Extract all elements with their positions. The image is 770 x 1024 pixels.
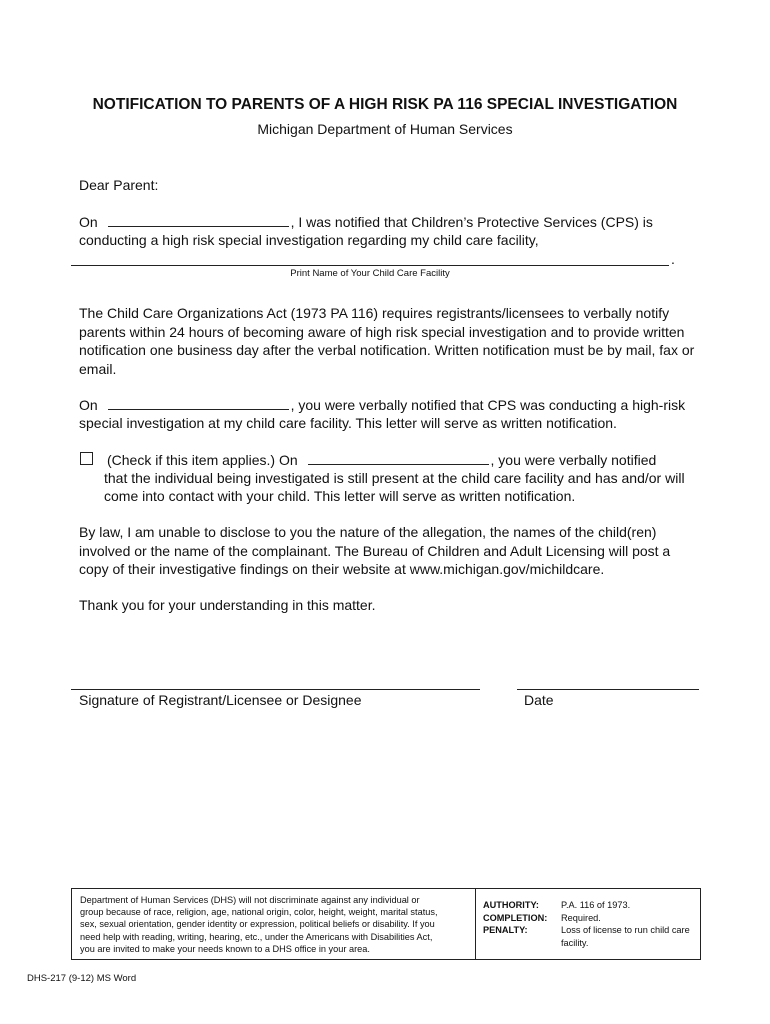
notice-line: Department of Human Services (DHS) will not discriminate against any individual or <box>80 895 420 905</box>
authority-value: P.A. 116 of 1973. <box>561 900 631 910</box>
signature-label: Signature of Registrant/Licensee or Designee <box>79 692 362 708</box>
form-id: DHS-217 (9-12) MS Word <box>27 973 137 984</box>
facility-period: . <box>671 251 675 267</box>
facility-name-field[interactable] <box>71 265 669 266</box>
penalty-row <box>483 924 696 949</box>
law-line: involved or the name of the complainant. The Bureau of Children and Adult Licensing will post a <box>79 542 671 559</box>
penalty-value: Loss of license to run child care facility. <box>561 925 690 948</box>
notified-text: , I was notified that Children’s Protective Services (CPS) is <box>290 214 653 230</box>
check-item-line-2: that the individual being investigated is still present at the child care facility and has and/or will <box>104 470 685 486</box>
completion-value: Required. <box>561 912 601 923</box>
notified-date-line <box>79 212 653 232</box>
penalty-label: PENALTY: <box>483 925 528 935</box>
authority-label: AUTHORITY: <box>483 900 539 910</box>
notified-date-field[interactable] <box>108 212 289 227</box>
completion-row <box>483 912 696 925</box>
notice-line: group because of race, religion, age, national origin, color, height, weight, marital status, <box>80 907 438 918</box>
check-item-line <box>107 450 656 470</box>
check-item-line-3: come into contact with your child. This letter will serve as written notification. <box>104 488 576 504</box>
law-line: By law, I am unable to disclose to you the nature of the allegation, the names of the child(ren) <box>79 524 657 540</box>
notice-line: need help with reading, writing, hearing, etc., under the Americans with Disabilities Act, <box>80 931 433 942</box>
notice-line: sex, sexual orientation, gender identity or expression, political beliefs or disability. If you <box>80 919 435 930</box>
applies-checkbox[interactable] <box>80 452 93 465</box>
act-line: email. <box>79 360 117 377</box>
authority-block <box>476 889 700 959</box>
verbal-notify-text: , you were verbally notified that CPS was conducting a high-risk <box>290 397 686 413</box>
law-paragraph <box>79 523 670 579</box>
check-date-field[interactable] <box>308 450 489 465</box>
check-rest: , you were verbally notified <box>490 452 657 468</box>
authority-row <box>483 899 696 912</box>
thanks-text: Thank you for your understanding in this matter. <box>79 597 376 613</box>
notice-line: you are invited to make your needs known to a DHS office in your area. <box>80 943 370 954</box>
salutation: Dear Parent: <box>79 177 159 193</box>
on-label: On <box>79 397 98 413</box>
act-paragraph <box>79 304 694 378</box>
act-line: notification one business day after the verbal notification. Written notification must be by mail, fax or <box>79 342 695 358</box>
signature-field[interactable] <box>71 689 480 690</box>
verbal-notify-line-2: special investigation at my child care facility. This letter will serve as written notification. <box>79 415 617 431</box>
facility-name-label: Print Name of Your Child Care Facility <box>290 268 450 279</box>
completion-label: COMPLETION: <box>483 912 548 923</box>
check-prefix: (Check if this item applies.) On <box>107 452 298 468</box>
act-line: The Child Care Organizations Act (1973 PA 116) requires registrants/licensees to verbally notify <box>79 305 670 321</box>
on-label: On <box>79 214 98 230</box>
document-subtitle: Michigan Department of Human Services <box>257 121 513 137</box>
nondiscrimination-notice <box>72 889 476 959</box>
law-line: copy of their investigative findings on their website at www.michigan.gov/michildcare. <box>79 561 605 577</box>
document-title: NOTIFICATION TO PARENTS OF A HIGH RISK PA 116 SPECIAL INVESTIGATION <box>92 96 678 113</box>
date-field[interactable] <box>517 689 699 690</box>
date-label: Date <box>524 692 554 708</box>
verbal-notify-date-field[interactable] <box>108 395 289 410</box>
act-line: parents within 24 hours of becoming aware of high risk special investigation and to provide written <box>79 323 685 340</box>
footer-box <box>71 888 701 960</box>
verbal-notify-line <box>79 395 685 415</box>
facility-intro-line: conducting a high risk special investigation regarding my child care facility, <box>79 232 539 248</box>
